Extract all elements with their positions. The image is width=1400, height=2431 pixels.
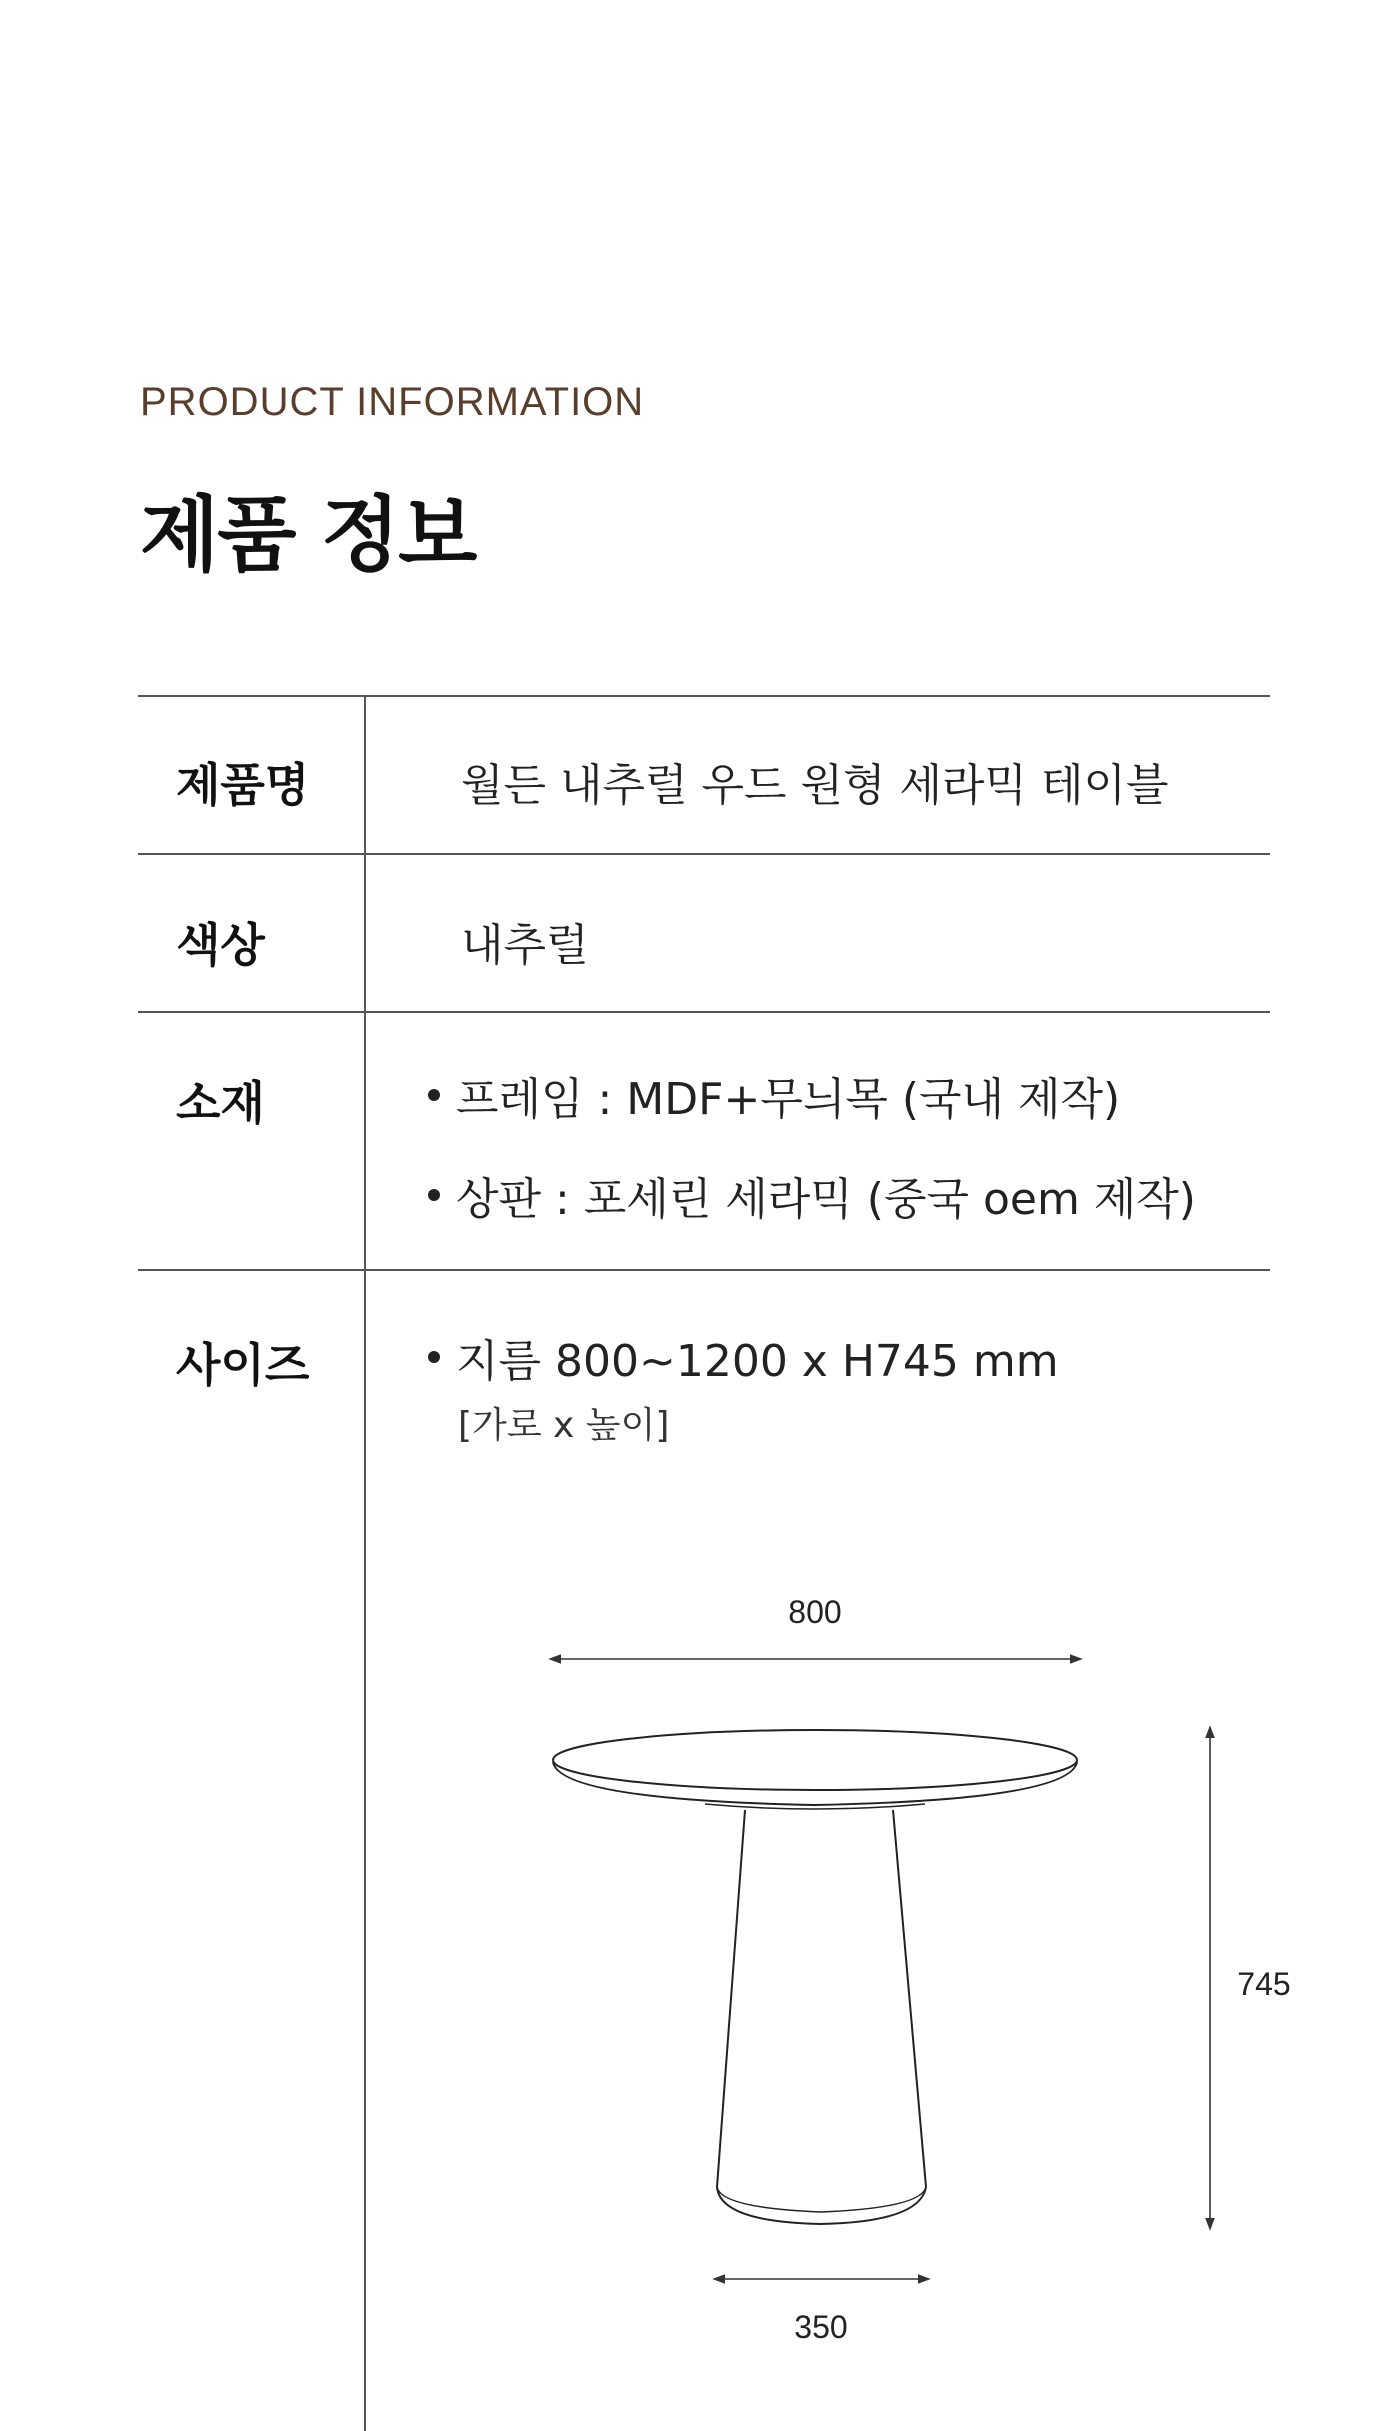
width-dimension-label: 800 — [788, 1594, 842, 1630]
row-value: 내추럴 — [461, 920, 589, 971]
height-dimension-label: 745 — [1237, 1966, 1291, 2002]
tabletop-shape — [553, 1730, 1077, 1790]
size-spec: 지름 800~1200 x H745 mm — [456, 1336, 1059, 1387]
pedestal-base-edge — [717, 2187, 926, 2212]
size-note: [가로 x 높이] — [458, 1405, 670, 1446]
base-dimension-label: 350 — [794, 2309, 848, 2345]
row-label: 소재 — [138, 1013, 366, 1269]
row-value: 월든 내추럴 우드 원형 세라믹 테이블 — [461, 760, 1169, 811]
row-label: 제품명 — [138, 697, 366, 853]
row-label: 색상 — [138, 855, 366, 1011]
section-eyebrow: PRODUCT INFORMATION — [140, 380, 645, 424]
row-label: 사이즈 — [138, 1271, 366, 2431]
material-frame: 프레임 : MDF+무늬목 (국내 제작) — [456, 1074, 1121, 1125]
pedestal-shape — [717, 1810, 926, 2224]
page-title: 제품 정보 — [140, 488, 476, 583]
material-top: 상판 : 포세린 세라믹 (중국 oem 제작) — [456, 1174, 1196, 1225]
